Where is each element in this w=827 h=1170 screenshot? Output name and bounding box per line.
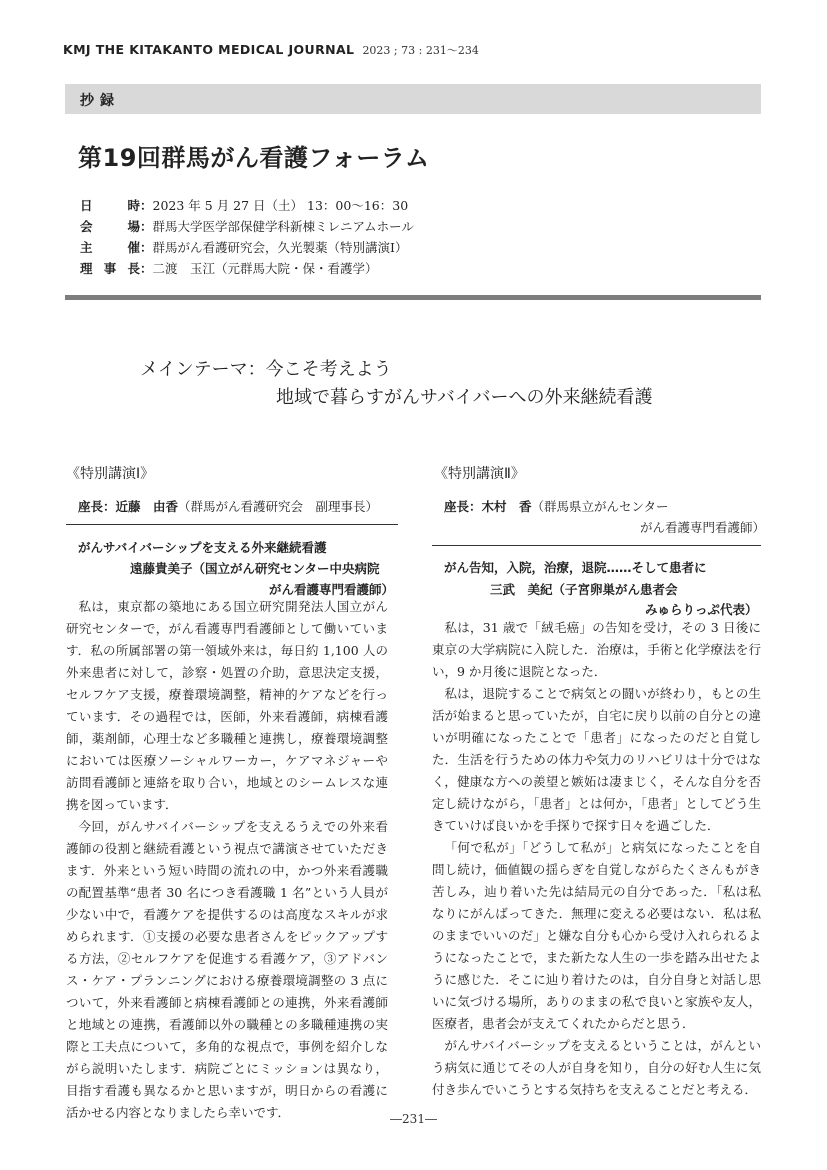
info-venue: 会場：群馬大学医学部保健学科新棟ミレニアムホール — [80, 219, 414, 234]
lecture2-header: 《特別講演Ⅱ》 — [434, 466, 525, 482]
lecture2-title: がん告知，入院，治療，退院……そして患者に — [444, 560, 707, 575]
lecture1-speaker: 遠藤貴美子（国立がん研究センター中央病院 — [130, 561, 380, 576]
theme-line-2: 地域で暮らすがんサバイバーへの外来継続看護 — [276, 387, 653, 408]
info-host: 主催：群馬がん看護研究会，久光製薬（特別講演Ⅰ） — [80, 240, 408, 255]
theme-line-1: メインテーマ：今こそ考えよう — [140, 359, 392, 380]
lecture2-body — [432, 617, 761, 1101]
info-date: 日時：2023 年 5 月 27 日（土） 13：00～16：30 — [80, 198, 409, 213]
lecture2-speaker-affil: みゅらりっぷ代表） — [645, 602, 758, 617]
paragraph: 私は，東京都の築地にある国立研究開発法人国立がん研究センターで，がん看護専門看護師として働いています．私の所属部署の第一領域外来は，毎日約 1,100 人の外来患者に対して，診察・処置の介助，意思決定支援，セルフケア支援，療養環境調整，精神的ケアなどを行っています．その過程では，医師，外来看護師，病棟看護師，薬剤師，心理士など多職種と連携し，療養環境調整においては医療ソーシャルワーカー，ケアマネジャーや訪問看護師と連絡を取り合い，地域とのシームレスな連携を図っています． — [66, 599, 388, 812]
journal-header — [63, 42, 479, 58]
info-chairman: 理事長：二渡 玉江（元群馬大院・保・看護学） — [80, 261, 378, 276]
forum-title: 第19回群馬がん看護フォーラム — [78, 144, 430, 172]
section-band — [65, 84, 761, 114]
page-number: ―231― — [390, 1112, 437, 1126]
paragraph: がんサバイバーシップを支えるということは，がんという病気に通じてその人が自身を知り，自分の好む人生に気付き歩んでいこうとする気持ちを支えることだと考える． — [432, 1038, 761, 1097]
paragraph: 「何で私が」「どうして私が」と病気になったことを自問し続け，価値観の揺らぎを自覚しながらたくさんもがき苦しみ，辿り着いた先は結局元の自分であった．「私は私なりにがんばってきた．無理に変える必要はない．私は私のままでいいのだ」と嫌な自分も心から受け入れられるようになったことで，また新たな人生の一歩を踏み出せたように感じた．そこに辿り着けたのは，自分自身と対話し思いに気づける場所，ありのままの私で良いと家族や友人，医療者，患者会が支えてくれたからだと思う． — [432, 840, 761, 1031]
journal-name: KMJ THE KITAKANTO MEDICAL JOURNAL — [63, 42, 355, 57]
lecture2-chair-affil: がん看護専門看護師） — [640, 520, 766, 535]
lecture1-speaker-affil: がん看護専門看護師） — [269, 582, 395, 597]
info-label: 主催 — [80, 240, 140, 255]
info-label: 会場 — [80, 219, 140, 234]
chair-affiliation: （群馬県立がんセンター — [531, 499, 669, 514]
lecture1-header: 《特別講演Ⅰ》 — [66, 466, 155, 482]
info-value: 群馬がん看護研究会，久光製薬（特別講演Ⅰ） — [152, 240, 408, 255]
lecture1-body — [66, 596, 388, 1124]
info-value: 二渡 玉江（元群馬大院・保・看護学） — [152, 261, 378, 276]
paragraph: 今回，がんサバイバーシップを支えるうえでの外来看護師の役割と継続看護という視点で講演させていただきます．外来という短い時間の流れの中，かつ外来看護職の配置基準“患者 30 名につき看護職 1 名”という人員が少ない中で，看護ケアを提供するのは高度なスキルが求められます．①支援の必要な患者さんをピックアップする方法，②セルフケアを促進する看護ケア，③アドバンス・ケア・プランニングにおける療養環境調整の 3 点について，外来看護師と病棟看護師との連携，外来看護師と地域との連携，看護師以外の職種との多職種連携の実際と工夫点について，多角的な視点で，事例を紹介しながら説明いたします．病院ごとにミッションは異なり，目指す看護も異なるかと思いますが，明日からの看護に活かせる内容となりましたら幸いです． — [66, 819, 388, 1120]
lecture1-rule — [66, 524, 398, 525]
info-value: 2023 年 5 月 27 日（土） 13：00～16：30 — [152, 198, 409, 213]
chair-label: 座長：木村 香 — [444, 499, 532, 514]
info-value: 群馬大学医学部保健学科新棟ミレニアムホール — [152, 219, 414, 234]
section-divider — [65, 295, 761, 300]
info-label: 理事長 — [80, 261, 140, 276]
chair-label: 座長：近藤 由香 — [78, 499, 179, 514]
lecture2-chair — [444, 497, 669, 515]
section-label: 抄録 — [80, 93, 120, 109]
lecture1-chair — [78, 497, 378, 515]
journal-citation: 2023 ; 73 : 231～234 — [362, 44, 479, 57]
info-label: 日時 — [80, 198, 140, 213]
paragraph: 私は，退院することで病気との闘いが終わり，もとの生活が始まると思っていたが，自宅に戻り以前の自分との違いが明確になったことで「患者」になったのだと自覚した．生活を行うための体力や気力のリハビリは十分ではなく，健康な方への羨望と嫉妬は凄まじく，そんな自分を否定し続けながら，「患者」とは何か，「患者」としてどう生きていけば良いかを手探りで探す日々を過ごした． — [432, 686, 761, 833]
paragraph: 私は，31 歳で「絨毛癌」の告知を受け，その 3 日後に東京の大学病院に入院した．治療は，手術と化学療法を行い，9 か月後に退院となった． — [432, 620, 761, 679]
lecture2-speaker: 三武 美紀（子宮卵巣がん患者会 — [490, 582, 678, 597]
chair-affiliation: （群馬がん看護研究会 副理事長） — [178, 499, 379, 514]
lecture1-title: がんサバイバーシップを支える外来継続看護 — [78, 540, 327, 555]
lecture2-rule — [432, 545, 761, 546]
